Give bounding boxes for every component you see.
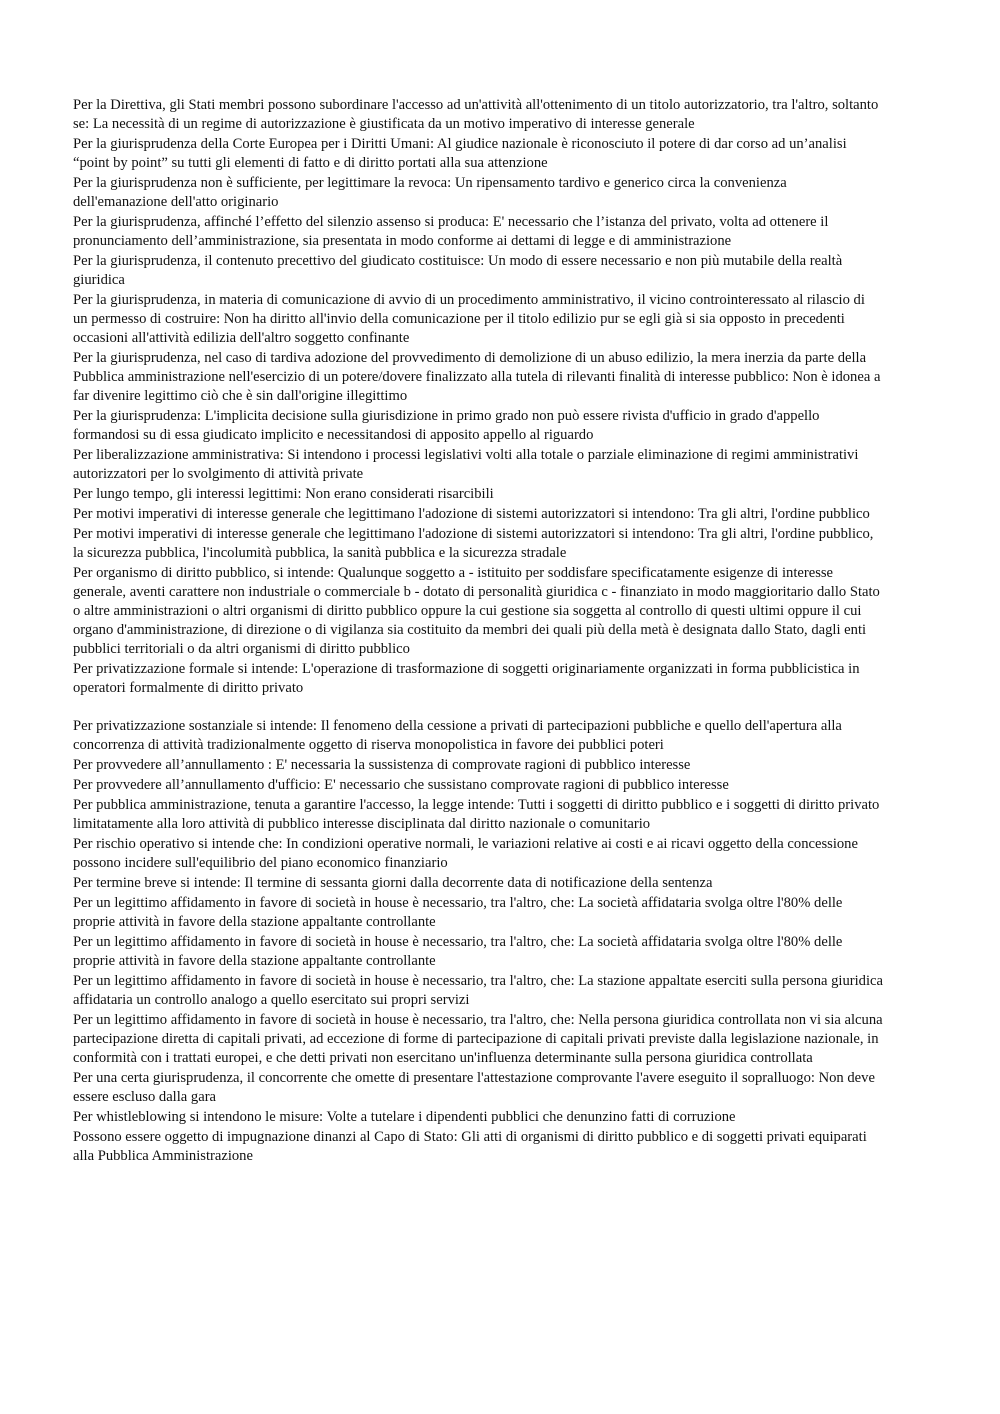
qa-entry: Per motivi imperativi di interesse generale che legittimano l'adozione di sistemi autorizzatori si intendono: Tra gli altri, l'ordine pubblico: [73, 506, 870, 522]
qa-entry: Per la giurisprudenza, in materia di comunicazione di avvio di un procedimento amministrativo, il vicino controinteressato al rilascio di un permesso di costruire: Non ha diritto all'invio della comunicazione per il titolo edilizio pur se egli già si sia opposto in precedenti occasioni all'attività edilizia dell'altro soggetto confinante: [73, 292, 865, 346]
qa-entry: Per motivi imperativi di interesse generale che legittimano l'adozione di sistemi autorizzatori si intendono: Tra gli altri, l'ordine pubblico, la sicurezza pubblica, l'incolumità pubblica, la sanità pubblica e la sicurezza stradale: [73, 526, 874, 561]
qa-entry: Per provvedere all’annullamento : E' necessaria la sussistenza di comprovate ragioni di pubblico interesse: [73, 757, 691, 773]
document-body: [73, 96, 883, 1167]
qa-entry: Per provvedere all’annullamento d'ufficio: E' necessario che sussistano comprovate ragioni di pubblico interesse: [73, 777, 729, 793]
qa-entry: Per un legittimo affidamento in favore di società in house è necessario, tra l'altro, che: Nella persona giuridica controllata non vi sia alcuna partecipazione diretta di capitali privati, ad eccezione di forme di partecipazione di capitali privati previste dalla legislazione nazionale, in conformità con i trattati europei, e che detti privati non esercitano un'influenza determinante sulla persona giuridica controllata: [73, 1012, 883, 1066]
qa-entry: Per termine breve si intende: Il termine di sessanta giorni dalla decorrente data di notificazione della sentenza: [73, 875, 713, 891]
qa-entry: Per pubblica amministrazione, tenuta a garantire l'accesso, la legge intende: Tutti i soggetti di diritto pubblico e i soggetti di diritto privato limitatamente alla loro attività di pubblico interesse disciplinata dal diritto nazionale o comunitario: [73, 797, 880, 832]
qa-entry: Per un legittimo affidamento in favore di società in house è necessario, tra l'altro, che: La società affidataria svolga oltre l'80% delle proprie attività in favore della stazione appaltante controllante: [73, 934, 843, 969]
qa-entry: Per la giurisprudenza non è sufficiente, per legittimare la revoca: Un ripensamento tardivo e generico circa la convenienza dell'emanazione dell'atto originario: [73, 175, 787, 210]
qa-entry: Per un legittimo affidamento in favore di società in house è necessario, tra l'altro, che: La società affidataria svolga oltre l'80% delle proprie attività in favore della stazione appaltante controllante: [73, 895, 843, 930]
qa-entry: Per whistleblowing si intendono le misure: Volte a tutelare i dipendenti pubblici che denunzino fatti di corruzione: [73, 1109, 736, 1125]
qa-entry: Per una certa giurisprudenza, il concorrente che omette di presentare l'attestazione comprovante l'avere eseguito il sopralluogo: Non deve essere escluso dalla gara: [73, 1070, 875, 1105]
qa-entry: Per rischio operativo si intende che: In condizioni operative normali, le variazioni relative ai costi e ai ricavi oggetto della concessione possono incidere sull'equilibrio del piano economico finanziario: [73, 836, 858, 871]
qa-entry: Per la giurisprudenza, il contenuto precettivo del giudicato costituisce: Un modo di essere necessario e non più mutabile della realtà giuridica: [73, 253, 843, 288]
qa-entry: Per la Direttiva, gli Stati membri possono subordinare l'accesso ad un'attività all'ottenimento di un titolo autorizzatorio, tra l'altro, soltanto se: La necessità di un regime di autorizzazione è giustificata da un motivo imperativo di interesse generale: [73, 97, 879, 132]
qa-entry: Per privatizzazione sostanziale si intende: Il fenomeno della cessione a privati di partecipazioni pubbliche e quello dell'apertura alla concorrenza di attività tradizionalmente oggetto di riserva monopolistica in favore dei pubblici poteri: [73, 718, 842, 753]
qa-entry: Per la giurisprudenza, affinché l’effetto del silenzio assenso si produca: E' necessario che l’istanza del privato, volta ad ottenere il pronunciamento dell’amministrazione, sia presentata in modo conforme ai dettami di legge e di amministrazione: [73, 214, 829, 249]
qa-entry: Per lungo tempo, gli interessi legittimi: Non erano considerati risarcibili: [73, 486, 494, 502]
qa-entry: Per la giurisprudenza della Corte Europea per i Diritti Umani: Al giudice nazionale è riconosciuto il potere di dar corso ad un’analisi “point by point” su tutti gli elementi di fatto e di diritto portati alla sua attenzione: [73, 136, 847, 171]
qa-entry: Per la giurisprudenza: L'implicita decisione sulla giurisdizione in primo grado non può essere rivista d'ufficio in grado d'appello formandosi su di essa giudicato implicito e necessitandosi di apposito appello al riguardo: [73, 408, 820, 443]
qa-entry: Per la giurisprudenza, nel caso di tardiva adozione del provvedimento di demolizione di un abuso edilizio, la mera inerzia da parte della Pubblica amministrazione nell'esercizio di un potere/dovere finalizzato alla tutela di rilevanti finalità di interesse pubblico: Non è idonea a far divenire legittimo ciò che è sin dall'origine illegittimo: [73, 350, 881, 404]
qa-entry: Per organismo di diritto pubblico, si intende: Qualunque soggetto a - istituito per soddisfare specificatamente esigenze di interesse generale, aventi carattere non industriale o commerciale b - dotato di personalità giuridica c - finanziato in modo maggioritario dallo Stato o altre amministrazioni o altri organismi di diritto pubblico oppure la cui gestione sia soggetta al controllo di questi ultimi oppure il cui organo d'amministrazione, di direzione o di vigilanza sia costituito da membri dei quali più della metà è designata dallo Stato, dagli enti pubblici territoriali o da altri organismi di diritto pubblico: [73, 565, 880, 657]
qa-entry: Per privatizzazione formale si intende: L'operazione di trasformazione di soggetti originariamente organizzati in forma pubblicistica in operatori formalmente di diritto privato: [73, 661, 860, 696]
qa-entry: Per liberalizzazione amministrativa: Si intendono i processi legislativi volti alla totale o parziale eliminazione di regimi amministrativi autorizzatori per lo svolgimento di attività private: [73, 447, 859, 482]
qa-entry: Possono essere oggetto di impugnazione dinanzi al Capo di Stato: Gli atti di organismi di diritto pubblico e di soggetti privati equiparati alla Pubblica Amministrazione: [73, 1129, 867, 1164]
qa-entry: Per un legittimo affidamento in favore di società in house è necessario, tra l'altro, che: La stazione appaltate eserciti sulla persona giuridica affidataria un controllo analogo a quello esercitato sui propri servizi: [73, 973, 883, 1008]
